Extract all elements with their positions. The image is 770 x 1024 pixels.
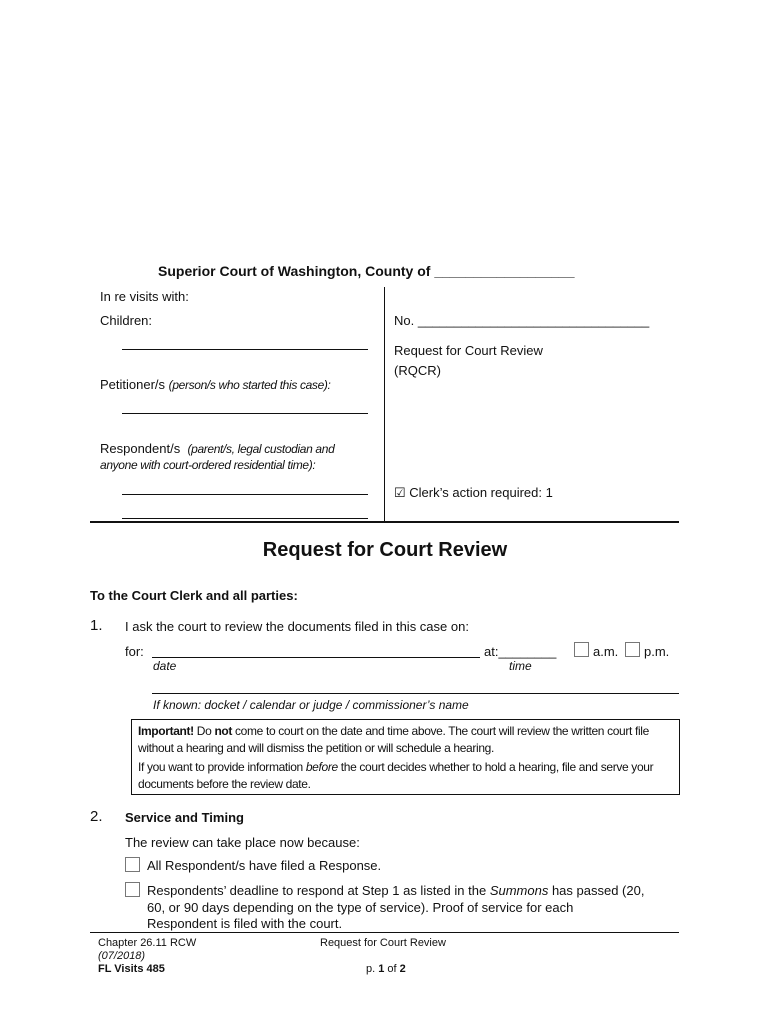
option-deadline-line-3: Respondent is filed with the court. [147, 916, 343, 931]
important-not: not [214, 724, 233, 738]
clerk-action-required: ☑ Clerk’s action required: 1 [394, 485, 553, 500]
respondent-name-line-1[interactable] [122, 494, 368, 495]
docket-judge-line[interactable] [152, 693, 679, 694]
petitioner-label: Petitioner/s [100, 377, 166, 392]
section-2-intro: The review can take place now because: [125, 835, 360, 850]
info-line-2: documents before the review date. [138, 777, 311, 791]
caption-bottom-rule [90, 521, 679, 523]
info-before: before [305, 760, 338, 774]
pm-label: p.m. [644, 644, 670, 659]
caption-children-label: Children: [100, 313, 153, 328]
at-time-field[interactable]: at:________ [484, 644, 557, 659]
am-label: a.m. [593, 644, 619, 659]
important-line-2: without a hearing and will dismiss the petition or will schedule a hearing. [138, 741, 494, 755]
option2-text-b: has passed (20, [548, 883, 645, 898]
if-known-caption: If known: docket / calendar or judge / commissioner’s name [153, 698, 469, 712]
caption-form-code: (RQCR) [394, 363, 441, 378]
option-response-filed-label: All Respondent/s have filed a Response. [147, 858, 382, 873]
caption-petitioner [100, 377, 331, 392]
court-header-title: Superior Court of Washington, County of __________________ [158, 263, 575, 279]
option2-text-a: Respondents’ deadline to respond at Step 1 as listed in the [147, 883, 490, 898]
petitioner-name-line[interactable] [122, 413, 368, 414]
respondent-name-line-2[interactable] [122, 518, 368, 519]
am-checkbox[interactable] [574, 642, 589, 657]
page-of: of [384, 963, 400, 975]
footer-center-title: Request for Court Review [320, 937, 446, 949]
option-deadline-passed-checkbox[interactable] [125, 882, 140, 897]
important-label: Important! [138, 724, 194, 738]
case-number[interactable]: No. ________________________________ [394, 313, 650, 328]
respondent-note-1: (parent/s, legal custodian and [187, 442, 335, 456]
important-line-1 [138, 724, 649, 738]
option2-summons: Summons [489, 883, 549, 898]
respondent-label: Respondent/s [100, 441, 181, 456]
info-text-b: the court decides whether to hold a hearing, file and serve your [337, 760, 654, 774]
review-date-line[interactable] [152, 657, 480, 658]
info-text-a: If you want to provide information [138, 760, 306, 774]
document-title: Request for Court Review [262, 539, 508, 561]
section-2-heading: Service and Timing [125, 810, 244, 825]
for-label: for: [125, 644, 144, 659]
caption-in-re: In re visits with: [100, 289, 189, 304]
option-deadline-line-1 [147, 883, 644, 898]
petitioner-note: (person/s who started this case): [168, 378, 331, 392]
footer-page-number [366, 963, 406, 975]
respondent-note-2: anyone with court-ordered residential time): [100, 458, 316, 472]
section-2-number: 2. [90, 808, 103, 825]
children-name-line[interactable] [122, 349, 368, 350]
important-text-b: come to court on the date and time above. The court will review the written court file [232, 724, 649, 738]
page-total: 2 [399, 963, 406, 975]
footer-chapter: Chapter 26.11 RCW [98, 937, 197, 949]
option-deadline-line-2: 60, or 90 days depending on the type of service). Proof of service for each [147, 900, 574, 915]
footer-rule [90, 932, 679, 933]
section-1-text: I ask the court to review the documents filed in this case on: [125, 619, 469, 634]
option-response-filed-checkbox[interactable] [125, 857, 140, 872]
caption-divider [384, 287, 385, 523]
pm-checkbox[interactable] [625, 642, 640, 657]
info-line-1 [138, 760, 653, 774]
important-text-a: Do [193, 724, 215, 738]
footer-form-id: FL Visits 485 [98, 963, 165, 975]
date-caption: date [153, 659, 177, 673]
time-caption: time [509, 659, 532, 673]
page-prefix: p. [366, 963, 379, 975]
caption-form-title: Request for Court Review [394, 343, 543, 358]
addressee: To the Court Clerk and all parties: [90, 588, 298, 603]
footer-date: (07/2018) [98, 950, 146, 962]
caption-respondent [100, 441, 334, 456]
section-1-number: 1. [90, 617, 103, 634]
page-num: 1 [378, 963, 385, 975]
